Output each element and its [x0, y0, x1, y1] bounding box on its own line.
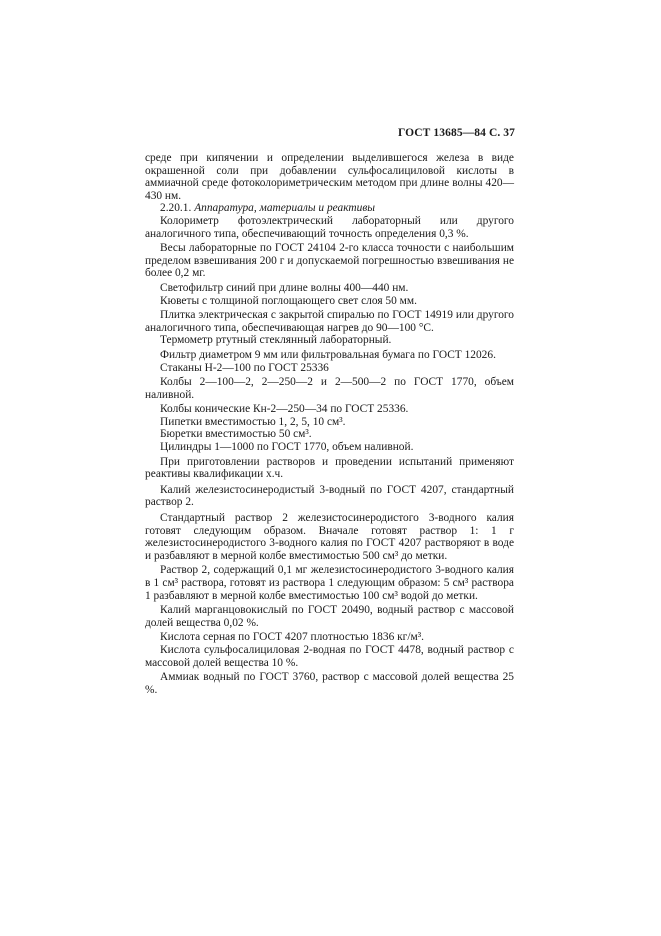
paragraph-scales: Весы лабораторные по ГОСТ 24104 2-го класса точности с наибольшим пределом взвешивания 200 г и допускаемой погрешностью взвешивания не более 0,2 мг. — [145, 242, 514, 280]
paragraph-standard-solution: Стандартный раствор 2 железистосинеродистого 3-водного калия готовят следующим образом. Вначале готовят раствор 1: 1 г железистосинеродистого 3-водного калия по ГОСТ 4207 растворяют в воде и разбавляют в мерной колбе вместимостью 500 см³ до метки. — [145, 512, 514, 562]
paragraph-solution-2: Раствор 2, содержащий 0,1 мг железистосинеродистого 3-водного калия в 1 см³ раствора, готовят из раствора 1 следующим образом: 5 см³ раствора 1 разбавляют в мерной колбе вместимостью 100 см³ водой до метки. — [145, 564, 514, 602]
paragraph-potassium-ferrocyanide: Калий железистосинеродистый 3-водный по ГОСТ 4207, стандартный раствор 2. — [145, 483, 514, 509]
paragraph-cylinders: Цилиндры 1—1000 по ГОСТ 1770, объем наливной. — [160, 441, 414, 454]
paragraph-sulfuric-acid: Кислота серная по ГОСТ 4207 плотностью 1836 кг/м³. — [160, 631, 424, 644]
section-heading — [145, 202, 514, 215]
paragraph-flasks: Колбы 2—100—2, 2—250—2 и 2—500—2 по ГОСТ 1770, объем наливной. — [145, 376, 514, 401]
paragraph-sulfosalicylic-acid: Кислота сульфосалициловая 2-водная по ГОСТ 4478, водный раствор с массовой долей вещества 10 %. — [145, 643, 514, 669]
paragraph-permanganate: Калий марганцовокислый по ГОСТ 20490, водный раствор с массовой долей вещества 0,02 %. — [145, 604, 514, 629]
paragraph-pipettes: Пипетки вместимостью 1, 2, 5, 10 см³. — [160, 415, 346, 428]
paragraph-beakers: Стаканы Н-2—100 по ГОСТ 25336 — [160, 361, 329, 374]
paragraph-ammonia: Аммиак водный по ГОСТ 3760, раствор с массовой долей вещества 25 %. — [145, 671, 514, 696]
body-text — [145, 152, 514, 696]
paragraph-burettes: Бюретки вместимостью 50 см³. — [160, 428, 312, 441]
paragraph-filter: Фильтр диаметром 9 мм или фильтровальная бумага по ГОСТ 12026. — [160, 348, 496, 361]
paragraph-reagents-quality: При приготовлении растворов и проведении испытаний применяют реактивы квалификации х.ч. — [145, 455, 514, 481]
paragraph-conical-flasks: Колбы конические Кн-2—250—34 по ГОСТ 25336. — [160, 403, 409, 416]
section-number: 2.20.1. — [160, 202, 192, 215]
paragraph-cuvettes: Кюветы с толщиной поглощающего свет слоя 50 мм. — [160, 294, 417, 307]
paragraph-colorimeter: Колориметр фотоэлектрический лабораторный или другого аналогичного типа, обеспечивающий точность определения 0,3 %. — [145, 214, 514, 240]
paragraph-light-filter: Светофильтр синий при длине волны 400—440 нм. — [160, 281, 409, 294]
paragraph-thermometer: Термометр ртутный стеклянный лабораторный. — [160, 334, 392, 347]
paragraph-hotplate: Плитка электрическая с закрытой спиралью по ГОСТ 14919 или другого аналогичного типа, обеспечивающая нагрев до 90—100 °С. — [145, 309, 514, 334]
page-header: ГОСТ 13685—84 С. 37 — [397, 127, 515, 139]
section-title: Аппаратура, материалы и реактивы — [194, 202, 376, 215]
paragraph-intro-continuation: среде при кипячении и определении выделившегося железа в виде окрашенной соли при добавлении сульфосалициловой кислоты в аммиачной среде фотоколориметрическим методом при длине волны 420—430 нм. — [145, 152, 514, 202]
